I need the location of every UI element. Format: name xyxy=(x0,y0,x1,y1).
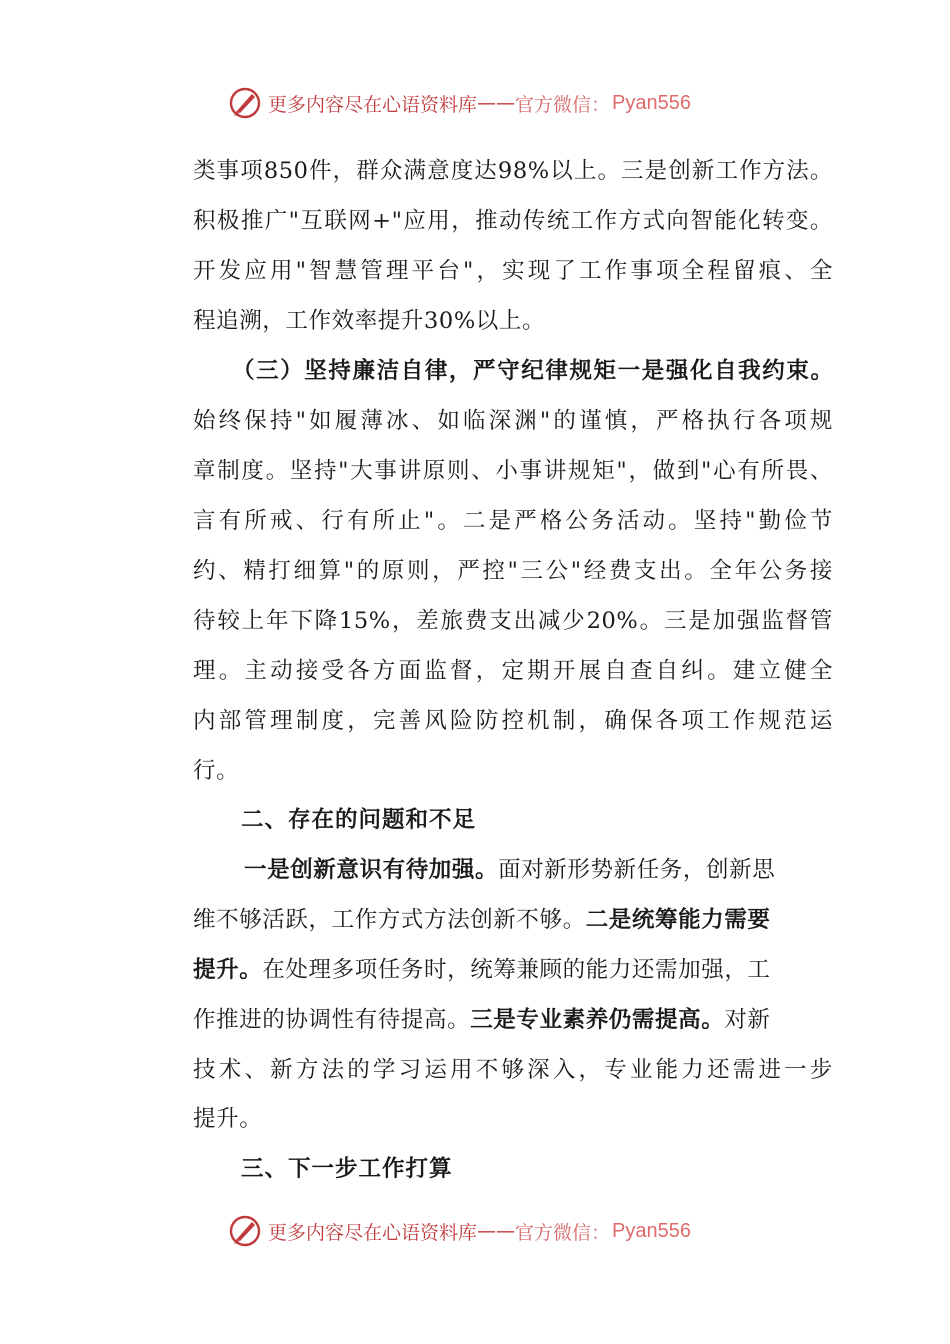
header-banner xyxy=(228,83,691,123)
banner-wechat-id: Pyan556 xyxy=(612,1219,691,1242)
text-line-9: 约、精打细算"的原则，严控"三公"经费支出。全年公务接 xyxy=(193,558,833,584)
text-line-4: 程追溯，工作效率提升30%以上。 xyxy=(193,308,546,334)
banner-dash: —— xyxy=(477,92,516,114)
problem-1-title: 一是创新意识有待加强。 xyxy=(244,857,499,883)
problem-2-text: 在处理多项任务时，统筹兼顾的能力还需加强，工 xyxy=(262,957,771,983)
text-line-3: 开发应用"智慧管理平台"，实现了工作事项全程留痕、全 xyxy=(193,258,833,284)
quill-logo-icon xyxy=(228,86,262,120)
banner-wechat-id: Pyan556 xyxy=(612,91,691,114)
paragraph-problem-line-2 xyxy=(193,895,833,945)
text-line-7: 章制度。坚持"大事讲原则、小事讲规矩"，做到"心有所畏、 xyxy=(193,458,833,484)
banner-main-text: 更多内容尽在心语资料库 xyxy=(268,93,478,116)
paragraph-problem-line-4 xyxy=(193,995,833,1045)
problem-1-text-cont: 维不够活跃，工作方式方法创新不够。 xyxy=(193,907,586,933)
paragraph-problem-line-6: 提升。 xyxy=(193,1106,263,1132)
text-line-8: 言有所戒、行有所止"。二是严格公务活动。坚持"勤俭节 xyxy=(193,508,833,534)
footer-banner xyxy=(228,1211,691,1251)
text-line-6: 始终保持"如履薄冰、如临深渊"的谨慎，严格执行各项规 xyxy=(193,408,833,434)
problem-3-title: 三是专业素养仍需提高。 xyxy=(470,1007,725,1033)
problem-2-text-cont: 作推进的协调性有待提高。 xyxy=(193,1007,471,1033)
chapter-heading-2: 二、存在的问题和不足 xyxy=(241,807,477,833)
text-line-10: 待较上年下降15%，差旅费支出减少20%。三是加强监督管 xyxy=(193,608,833,634)
text-line-12: 内部管理制度，完善风险防控机制，确保各项工作规范运 xyxy=(193,708,833,734)
problem-1-text: 面对新形势新任务，创新思 xyxy=(498,857,776,883)
banner-main-text: 更多内容尽在心语资料库 xyxy=(268,1221,478,1244)
text-line-13: 行。 xyxy=(193,758,240,784)
text-line-11: 理。主动接受各方面监督，定期开展自查自纠。建立健全 xyxy=(193,658,833,684)
problem-2-title-cont: 提升。 xyxy=(193,957,263,983)
chapter-heading-3: 三、下一步工作打算 xyxy=(241,1156,453,1182)
banner-wechat-label: 官方微信： xyxy=(515,1221,611,1244)
banner-wechat-label: 官方微信： xyxy=(515,93,611,116)
paragraph-problem-line-3 xyxy=(193,945,833,995)
paragraph-problem-line-1 xyxy=(244,845,833,895)
paragraph-problem-line-5: 技术、新方法的学习运用不够深入，专业能力还需进一步 xyxy=(193,1057,833,1083)
quill-logo-icon xyxy=(228,1214,262,1248)
banner-dash: —— xyxy=(477,1220,516,1242)
text-line-2: 积极推广"互联网+"应用，推动传统工作方式向智能化转变。 xyxy=(193,208,833,234)
section-heading-3: （三）坚持廉洁自律，严守纪律规矩一是强化自我约束。 xyxy=(232,358,833,384)
problem-3-text: 对新 xyxy=(724,1007,771,1033)
text-line-1: 类事项850件，群众满意度达98%以上。三是创新工作方法。 xyxy=(193,158,833,184)
problem-2-title: 二是统筹能力需要 xyxy=(585,907,771,933)
